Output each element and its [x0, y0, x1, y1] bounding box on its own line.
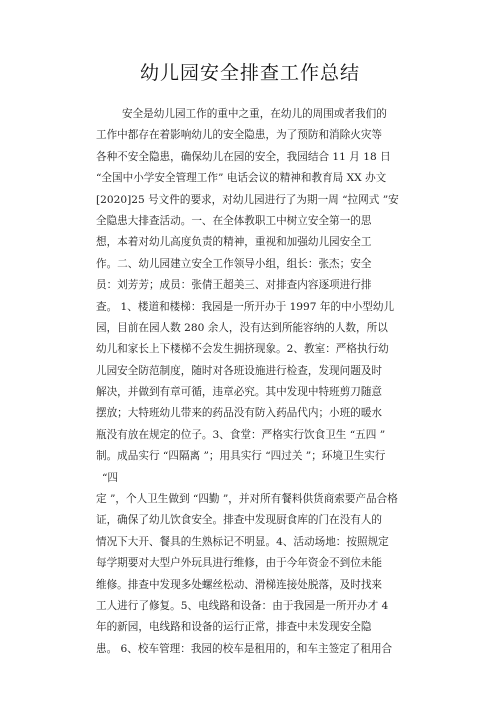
paragraph-line: 安全是幼儿园工作的重中之重，在幼儿的周围或者我们的 [122, 108, 387, 120]
paragraph-line: 儿园安全防范制度，随时对各班设施进行检查，发现问题及时 [96, 364, 383, 377]
paragraph-line: 园，目前在园人数 280 余人，没有达到所能容纳的人数，所以 [96, 321, 388, 334]
paragraph-line: 幼儿和家长上下楼梯不会发生拥挤现象。2、教室：严格执行幼 [96, 343, 389, 356]
paragraph-line: 情况下大开、餐具的生熟标记不明显。4、活动场地：按照规定 [96, 535, 389, 548]
paragraph-line: 想，本着对幼儿高度负责的精神，重视和加强幼儿园安全工 [96, 236, 372, 249]
paragraph-line: 工人进行了修复。5、电线路和设备：由于我园是一所开办才 4 [96, 599, 389, 612]
paragraph-line: 维修。排查中发现多处螺丝松动、滑梯连接处脱落，及时找来 [96, 578, 383, 591]
paragraph-line: “全国中小学安全管理工作” 电话会议的精神和教育局 XX 办文 [96, 172, 387, 185]
document-body [96, 104, 416, 660]
paragraph-line: 摆放；大特班幼儿带来的药品没有防入药品代内；小班的暖水 [96, 407, 383, 420]
paragraph-line: [2020]25 号文件的要求，对幼儿园进行了为期一周 “拉网式 ”安 [96, 193, 399, 206]
paragraph-line: 定 ”，个人卫生做到 “四勤 ”，并对所有餐料供货商索要产品合格 [96, 493, 398, 506]
paragraph-line: 解决，并做到有章可循，违章必究。其中发现中特班剪刀随意 [96, 386, 383, 399]
paragraph-line: “四 [102, 471, 119, 484]
paragraph-line: 证，确保了幼儿饮食安全。排查中发现厨食库的门在没有人的 [96, 514, 383, 527]
paragraph-line: 各种不安全隐患，确保幼儿在园的安全，我园结合 11 月 18 日 [96, 150, 391, 163]
paragraph-line: 员：刘芳芳；成员：张倩王超美三、对排查内容逐项进行排 [96, 279, 372, 292]
document-title: 幼儿园安全排查工作总结 [139, 62, 360, 84]
paragraph-line: 全隐患大排查活动。一、在全体教职工中树立安全第一的思 [96, 214, 372, 227]
paragraph-line: 查。 1、楼道和楼梯：我园是一所开办于 1997 年的中小型幼儿 [96, 300, 395, 313]
paragraph-line: 制。成品实行 “四隔离 ”；用具实行 “四过关 ”；环境卫生实行 [96, 450, 386, 463]
paragraph-line: 作。二、幼儿园建立安全工作领导小组，组长：张杰；安全 [96, 257, 372, 270]
paragraph-line: 年的新园，电线路和设备的运行正常，排查中未发现安全隐 [96, 621, 372, 634]
paragraph-line: 瓶没有放在规定的位子。3、食堂：严格实行饮食卫生 “五四 ” [96, 428, 386, 441]
paragraph-line: 每学期要对大型户外玩具进行维修，由于今年资金不到位未能 [96, 557, 383, 570]
paragraph-line: 工作中都存在着影响幼儿的安全隐患，为了预防和消除火灾等 [96, 129, 383, 142]
paragraph-line: 患。 6、校车管理：我园的校车是租用的，和车主签定了租用合 [96, 642, 393, 655]
